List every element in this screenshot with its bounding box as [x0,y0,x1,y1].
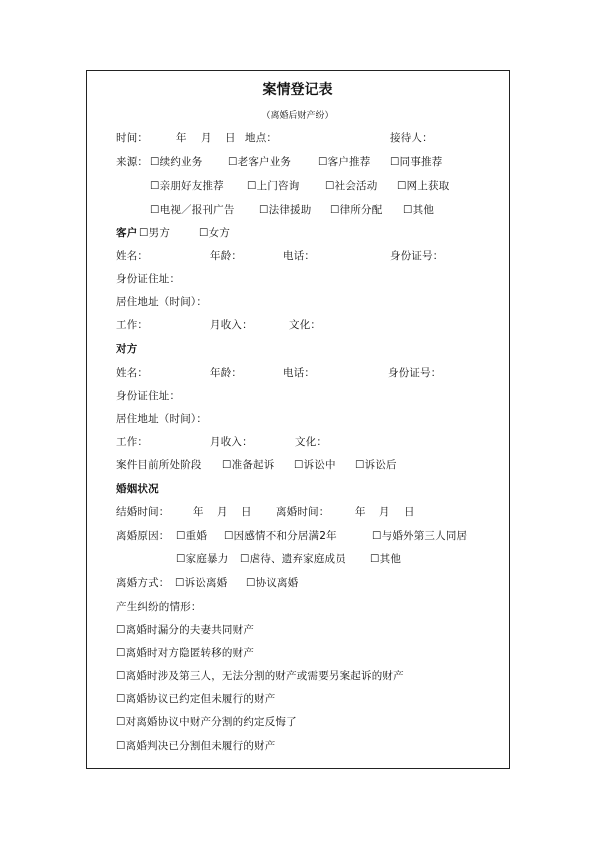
divorce-method-option[interactable]: ☐诉讼离婚 [175,577,228,589]
opponent-age-label: 年龄： [210,367,243,379]
client-age-label: 年龄： [210,250,243,262]
client-male-option[interactable]: ☐男方 [139,227,171,239]
source-option[interactable]: ☐网上获取 [397,180,450,192]
marry-time-label: 结婚时间： [116,506,170,518]
source-option[interactable]: ☐续约业务 [150,156,203,168]
opponent-education-label: 文化： [295,436,328,448]
divorce-time-label: 离婚时间： [276,506,330,518]
dispute-label: 产生纠纷的情形： [116,601,202,613]
opponent-id-label: 身份证号： [388,367,442,379]
place-label: 地点： [245,132,278,144]
receiver-label: 接待人： [390,132,433,144]
stage-option[interactable]: ☐诉讼中 [294,459,336,471]
stage-label: 案件目前所处阶段 [116,459,202,471]
opponent-residence-label: 居住地址（时间）： [116,413,208,425]
marry-month-label: 月 [217,506,228,518]
client-work-label: 工作： [116,319,149,331]
divorce-day-label: 日 [404,506,415,518]
source-option[interactable]: ☐社会活动 [325,180,378,192]
dispute-option[interactable]: ☐离婚协议已约定但未履行的财产 [116,693,276,705]
opponent-heading: 对方 [116,343,138,355]
source-option[interactable]: ☐客户推荐 [318,156,371,168]
source-label: 来源： [116,156,149,168]
divorce-reason-option[interactable]: ☐重婚 [176,530,208,542]
divorce-reason-option[interactable]: ☐其他 [370,553,402,565]
dispute-option[interactable]: ☐离婚时涉及第三人，无法分割的财产或需要另案起诉的财产 [116,670,404,682]
source-option[interactable]: ☐上门咨询 [247,180,300,192]
month-label: 月 [201,132,212,144]
client-income-label: 月收入： [210,319,253,331]
client-name-label: 姓名： [116,250,149,262]
form-title: 案情登记表 [262,82,333,98]
marry-day-label: 日 [241,506,252,518]
opponent-work-label: 工作： [116,436,149,448]
dispute-option[interactable]: ☐离婚时对方隐匿转移的财产 [116,647,255,659]
opponent-id-address-label: 身份证住址： [116,390,181,402]
marriage-heading: 婚姻状况 [116,483,159,495]
divorce-reason-option[interactable]: ☐虐待、遗弃家庭成员 [240,553,346,565]
source-option[interactable]: ☐老客户业务 [228,156,292,168]
divorce-method-option[interactable]: ☐协议离婚 [246,577,299,589]
client-phone-label: 电话： [283,250,316,262]
stage-option[interactable]: ☐准备起诉 [222,459,275,471]
source-option[interactable]: ☐同事推荐 [390,156,443,168]
opponent-phone-label: 电话： [283,367,316,379]
divorce-year-label: 年 [355,506,366,518]
source-option[interactable]: ☐法律援助 [259,204,312,216]
time-label: 时间： [116,132,149,144]
divorce-reason-label: 离婚原因： [116,530,170,542]
source-option[interactable]: ☐其他 [403,204,435,216]
divorce-reason-option[interactable]: ☐因感情不和分居满2年 [224,530,337,542]
client-id-address-label: 身份证住址： [116,273,181,285]
client-residence-label: 居住地址（时间）： [116,296,208,308]
client-id-label: 身份证号： [390,250,444,262]
dispute-option[interactable]: ☐对离婚协议中财产分割的约定反悔了 [116,716,297,728]
source-option[interactable]: ☐电视／报刊广告 [150,204,235,216]
divorce-method-label: 离婚方式： [116,577,170,589]
divorce-month-label: 月 [379,506,390,518]
year-label: 年 [176,132,187,144]
client-heading: 客户 [116,227,138,239]
dispute-option[interactable]: ☐离婚时漏分的夫妻共同财产 [116,624,255,636]
divorce-reason-option[interactable]: ☐家庭暴力 [176,553,229,565]
client-education-label: 文化： [289,319,322,331]
client-female-option[interactable]: ☐女方 [199,227,231,239]
divorce-reason-option[interactable]: ☐与婚外第三人同居 [372,530,468,542]
form-subtitle: （离婚后财产纷） [261,111,334,121]
stage-option[interactable]: ☐诉讼后 [355,459,397,471]
opponent-income-label: 月收入： [210,436,253,448]
source-option[interactable]: ☐亲朋好友推荐 [150,180,224,192]
day-label: 日 [225,132,236,144]
marry-year-label: 年 [193,506,204,518]
source-option[interactable]: ☐律所分配 [330,204,383,216]
dispute-option[interactable]: ☐离婚判决已分割但未履行的财产 [116,740,276,752]
opponent-name-label: 姓名： [116,367,149,379]
